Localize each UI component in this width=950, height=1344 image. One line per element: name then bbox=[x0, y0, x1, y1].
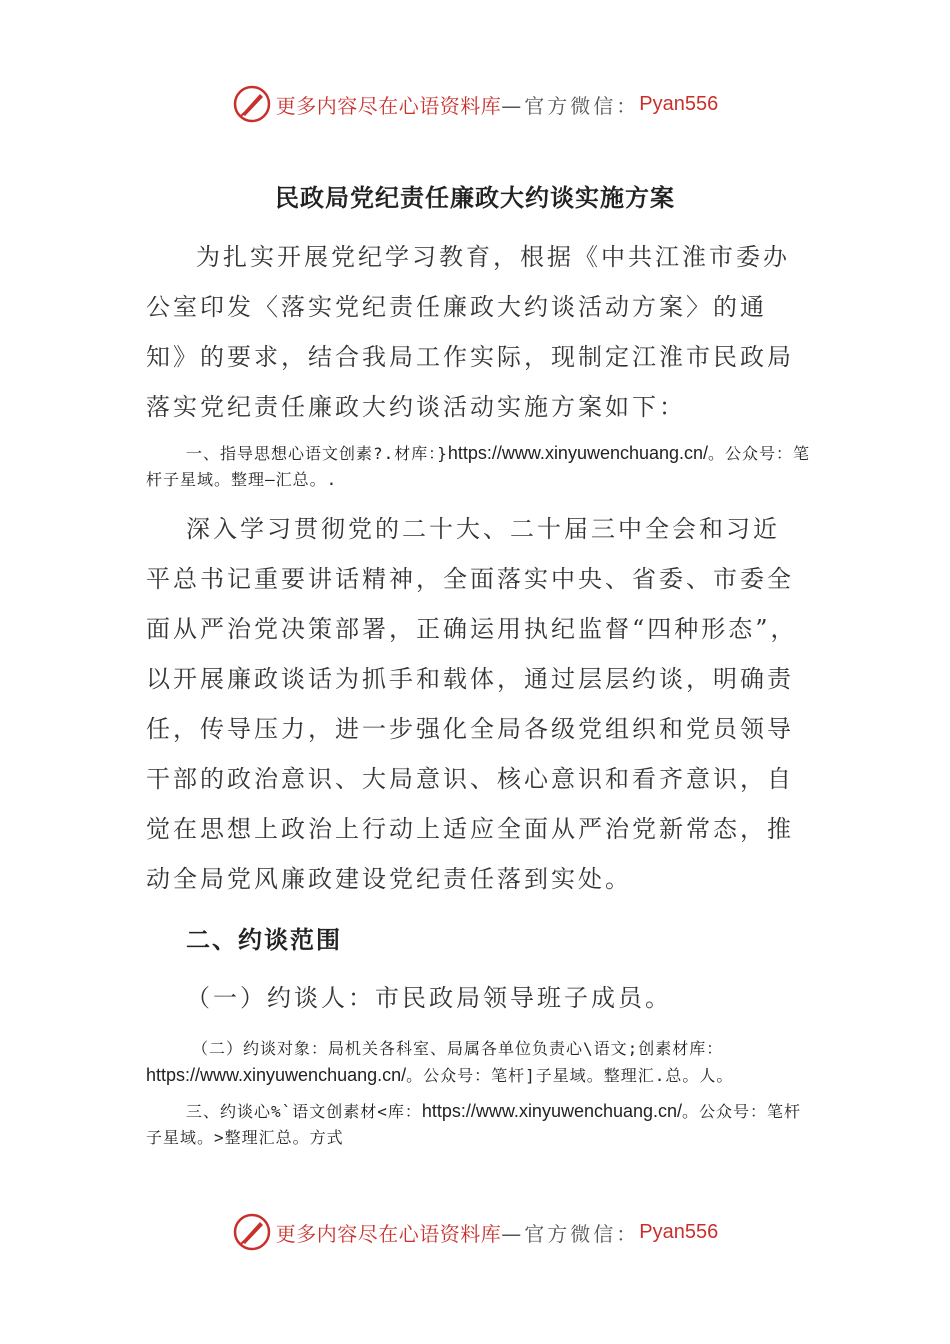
quill-logo-icon bbox=[232, 84, 272, 124]
section3-text-b: 。公众号：笔杆子星域。>整理汇总。方式 bbox=[146, 1102, 802, 1147]
section3-url: https://www.xinyuwenchuang.cn/ bbox=[421, 1101, 683, 1121]
section1-text-a: 一、指导思想心语文创素?.材库：} bbox=[186, 444, 448, 463]
section2-item1: （一）约谈人：市民政局领导班子成员。 bbox=[186, 984, 672, 1012]
section1-heading bbox=[146, 440, 816, 493]
section2-heading: 二、约谈范围 bbox=[186, 925, 342, 954]
section2-item2-text-a: （二）约谈对象：局机关各科室、局属各单位负责心\语文;创素材库： bbox=[192, 1039, 724, 1058]
intro-paragraph: 为扎实开展党纪学习教育，根据《中共江淮市委办公室印发〈落实党纪责任廉政大约谈活动方案〉的通知》的要求，结合我局工作实际，现制定江淮市民政局落实党纪责任廉政大约谈活动实施方案如下： bbox=[146, 243, 794, 421]
section2-item2 bbox=[146, 1036, 816, 1089]
section2-item2-text-b: 。公众号：笔杆]子星域。整理汇.总。人。 bbox=[406, 1066, 734, 1085]
banner-wechat-id: Pyan556 bbox=[639, 92, 719, 115]
guidance-paragraph: 深入学习贯彻党的二十大、二十届三中全会和习近平总书记重要讲话精神，全面落实中央、省委、市委全面从严治党决策部署，正确运用执纪监督“四种形态”，以开展廉政谈话为抓手和载体，通过层层约谈，明确责任，传导压力，进一步强化全局各级党组织和党员领导干部的政治意识、大局意识、核心意识和看齐意识，自觉在思想上政治上行动上适应全面从严治党新常态，推动全局党风廉政建设党纪责任落到实处。 bbox=[146, 515, 798, 893]
banner-main-text: 更多内容尽在心语资料库 bbox=[275, 93, 502, 118]
section2-item2-url: https://www.xinyuwenchuang.cn/ bbox=[146, 1065, 407, 1085]
footer-main-text: 更多内容尽在心语资料库 bbox=[275, 1221, 502, 1246]
section3-heading bbox=[146, 1098, 816, 1151]
quill-logo-icon bbox=[232, 1212, 272, 1252]
section1-text-b: 。公众号：笔杆子星域。整理—汇总。. bbox=[146, 444, 811, 489]
section3-text-a: 三、约谈心%`语文创素材<库： bbox=[186, 1102, 422, 1121]
banner-dash-text: —官方微信： bbox=[501, 93, 640, 118]
footer-dash-text: —官方微信： bbox=[501, 1221, 640, 1246]
header-banner bbox=[0, 84, 950, 124]
document-title: 民政局党纪责任廉政大约谈实施方案 bbox=[275, 183, 675, 212]
section1-url: https://www.xinyuwenchuang.cn/ bbox=[447, 443, 709, 463]
footer-wechat-id: Pyan556 bbox=[639, 1220, 719, 1243]
footer-banner bbox=[0, 1212, 950, 1252]
